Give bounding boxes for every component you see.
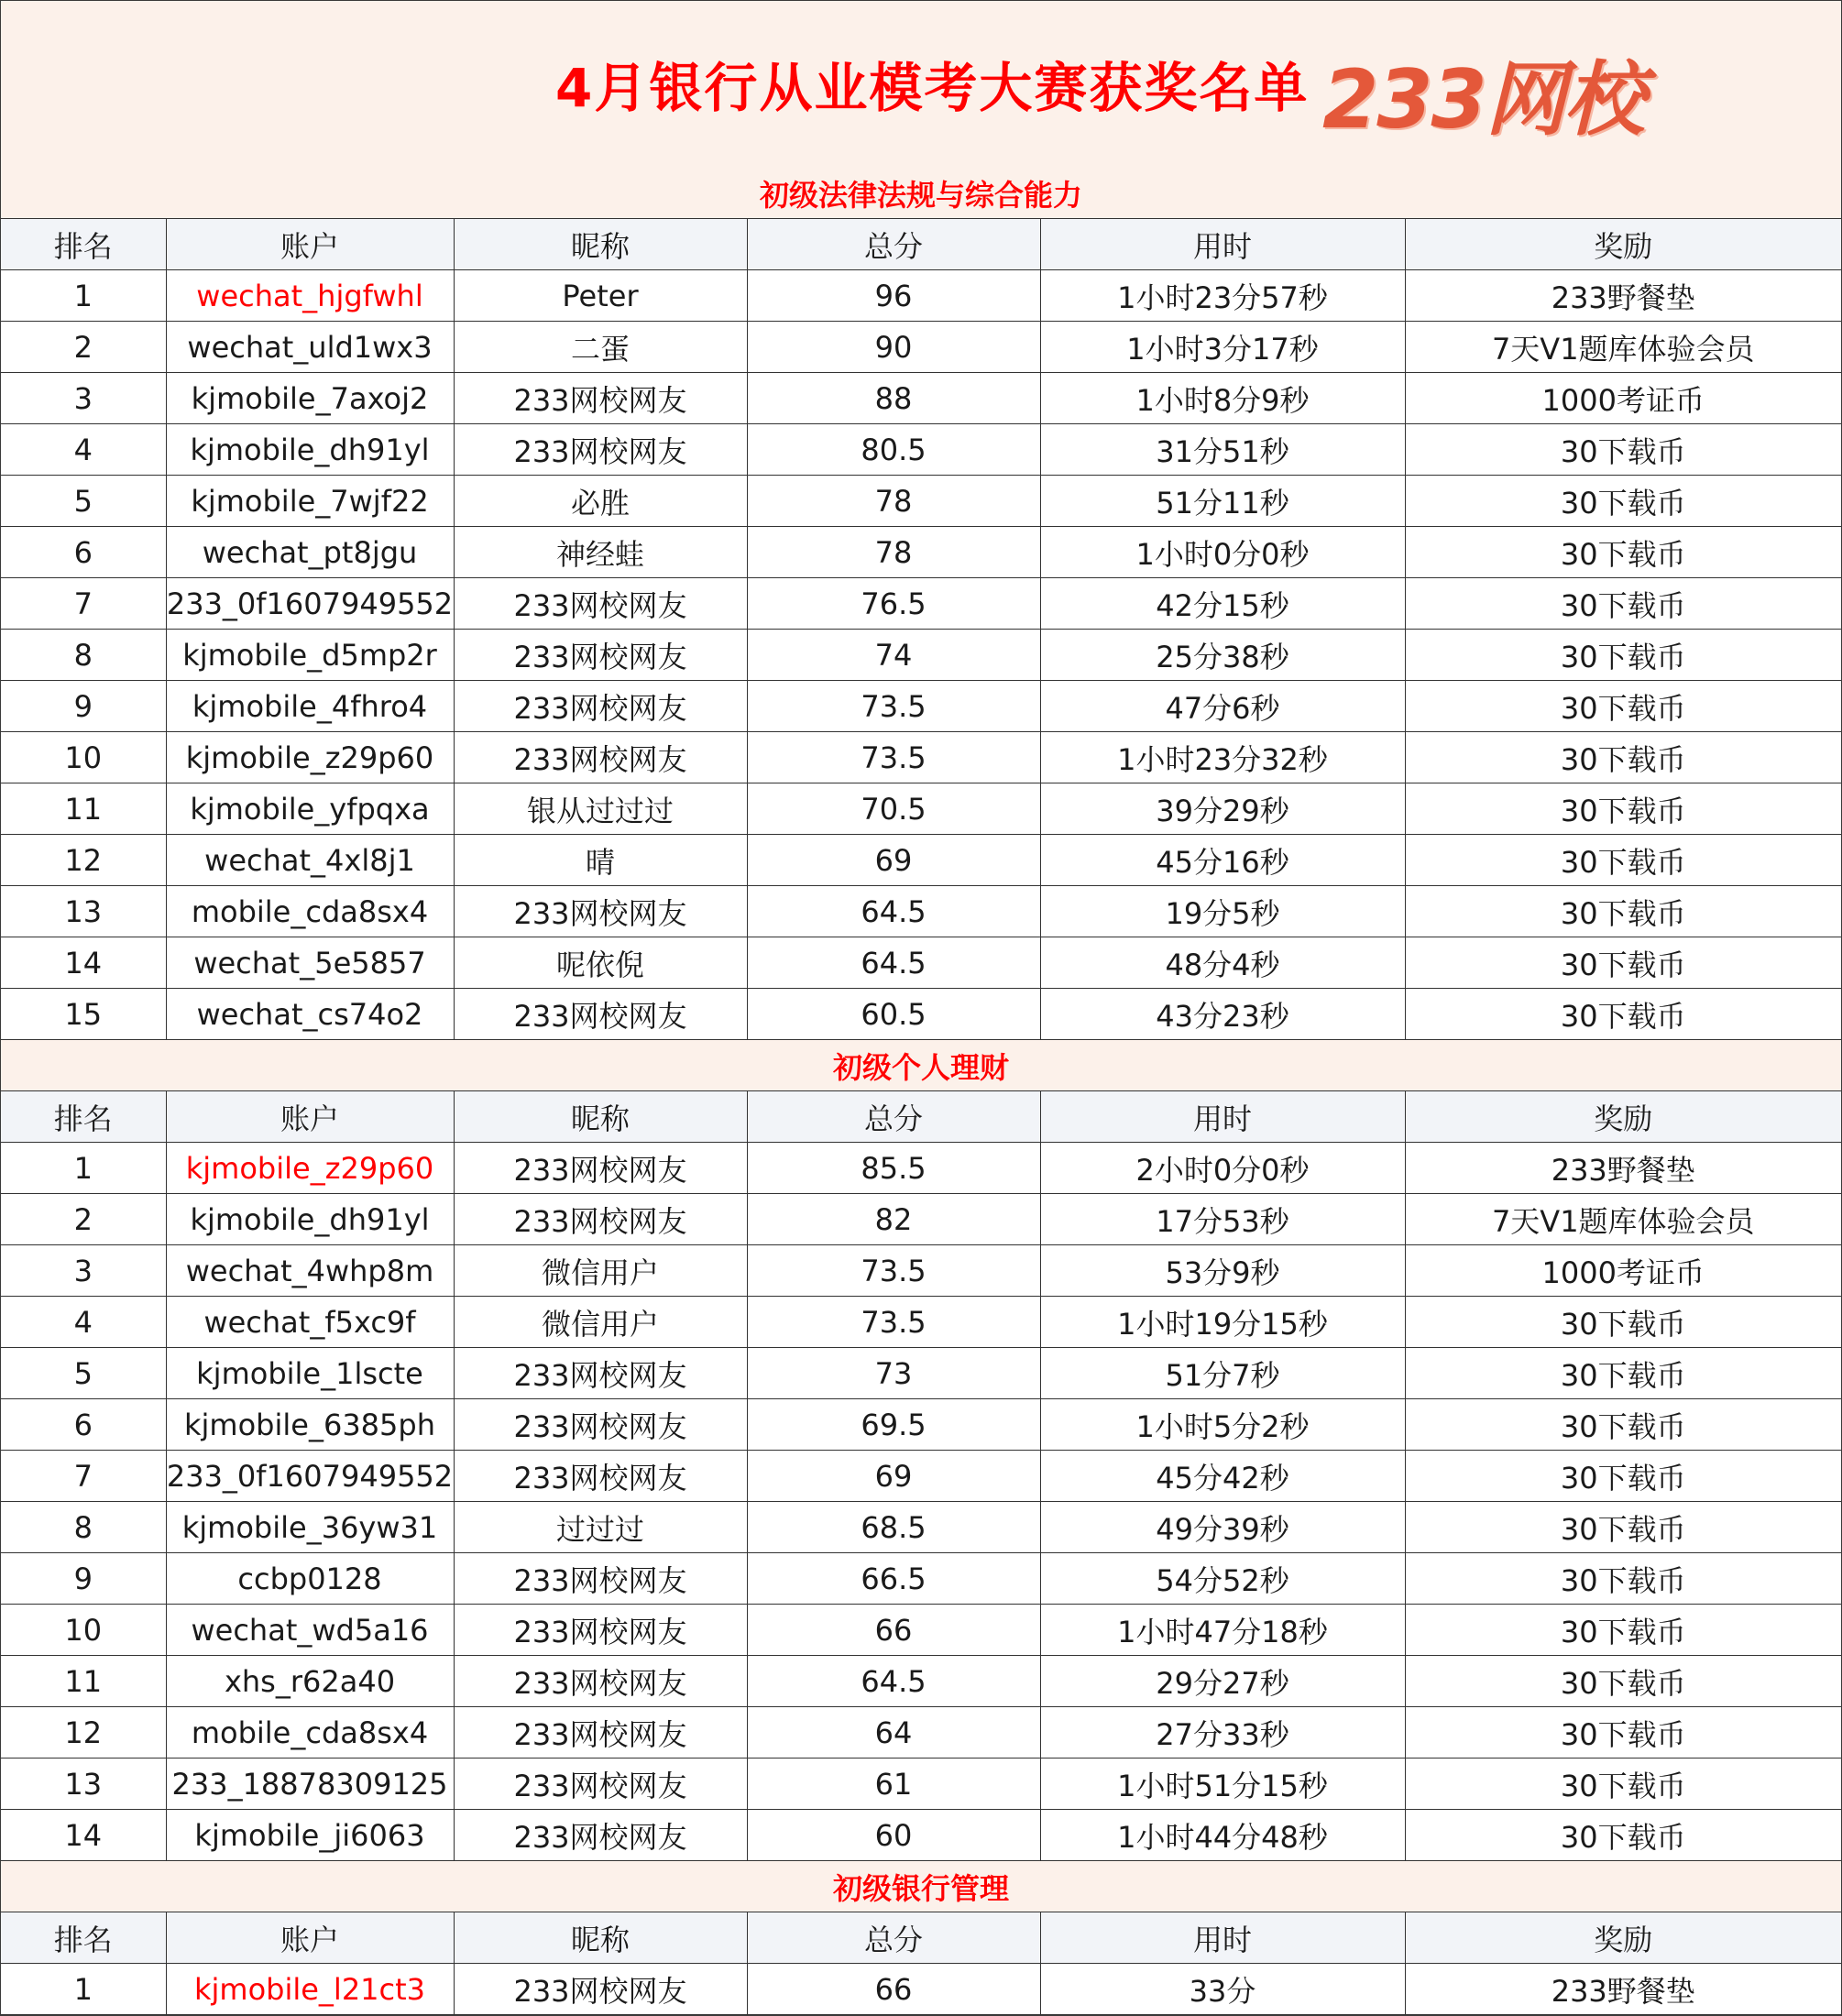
rank-cell: 3 xyxy=(1,373,166,424)
reward-cell: 30下载币 xyxy=(1405,1451,1841,1502)
reward-cell: 30下载币 xyxy=(1405,835,1841,886)
score-cell: 76.5 xyxy=(747,578,1040,630)
nickname-cell: 二蛋 xyxy=(454,322,747,373)
nickname-cell: 233网校网友 xyxy=(454,1399,747,1451)
nickname-cell: 233网校网友 xyxy=(454,989,747,1040)
table-row xyxy=(1,1399,1841,1451)
time-cell: 39分29秒 xyxy=(1040,783,1405,835)
rank-cell: 2 xyxy=(1,1194,166,1245)
nickname-cell: 233网校网友 xyxy=(454,1143,747,1194)
reward-cell: 30下载币 xyxy=(1405,1656,1841,1707)
rank-cell: 14 xyxy=(1,1810,166,1861)
score-cell: 69 xyxy=(747,1451,1040,1502)
nickname-cell: 233网校网友 xyxy=(454,681,747,732)
table-row xyxy=(1,732,1841,783)
score-cell: 69.5 xyxy=(747,1399,1040,1451)
table-row xyxy=(1,630,1841,681)
account-cell: kjmobile_yfpqxa xyxy=(166,783,454,835)
rank-cell: 8 xyxy=(1,630,166,681)
section-title-text: 初级银行管理 xyxy=(832,1870,1009,1906)
table-row xyxy=(1,1656,1841,1707)
section-title-2 xyxy=(1,1861,1841,1912)
score-cell: 64.5 xyxy=(747,1656,1040,1707)
column-header: 奖励 xyxy=(1405,1091,1841,1143)
reward-cell: 30下载币 xyxy=(1405,476,1841,527)
reward-cell: 30下载币 xyxy=(1405,1399,1841,1451)
rank-cell: 9 xyxy=(1,681,166,732)
column-header: 排名 xyxy=(1,219,166,270)
time-cell: 27分33秒 xyxy=(1040,1707,1405,1759)
score-cell: 64 xyxy=(747,1707,1040,1759)
column-header: 账户 xyxy=(166,1912,454,1964)
nickname-cell: 233网校网友 xyxy=(454,373,747,424)
table-header-row xyxy=(1,1091,1841,1143)
time-cell: 1小时0分0秒 xyxy=(1040,527,1405,578)
time-cell: 47分6秒 xyxy=(1040,681,1405,732)
page-header xyxy=(1,1,1841,170)
table-row xyxy=(1,322,1841,373)
account-cell: wechat_uld1wx3 xyxy=(166,322,454,373)
account-cell: ccbp0128 xyxy=(166,1553,454,1605)
table-row xyxy=(1,1605,1841,1656)
account-cell: 233_0f1607949552 xyxy=(166,578,454,630)
column-header: 账户 xyxy=(166,1091,454,1143)
score-cell: 73 xyxy=(747,1348,1040,1399)
account-cell: wechat_hjgfwhl xyxy=(166,270,454,322)
reward-cell: 7天V1题库体验会员 xyxy=(1405,322,1841,373)
reward-cell: 30下载币 xyxy=(1405,1297,1841,1348)
account-cell: kjmobile_1lscte xyxy=(166,1348,454,1399)
rank-cell: 4 xyxy=(1,424,166,476)
table-header-row xyxy=(1,1912,1841,1964)
time-cell: 45分16秒 xyxy=(1040,835,1405,886)
table-header-row xyxy=(1,219,1841,270)
reward-cell: 30下载币 xyxy=(1405,783,1841,835)
score-cell: 66 xyxy=(747,1605,1040,1656)
account-cell: kjmobile_dh91yl xyxy=(166,424,454,476)
table-row xyxy=(1,1964,1841,2015)
time-cell: 31分51秒 xyxy=(1040,424,1405,476)
nickname-cell: 神经蛙 xyxy=(454,527,747,578)
score-cell: 64.5 xyxy=(747,937,1040,989)
column-header: 排名 xyxy=(1,1091,166,1143)
nickname-cell: 必胜 xyxy=(454,476,747,527)
rank-cell: 1 xyxy=(1,1143,166,1194)
score-cell: 78 xyxy=(747,527,1040,578)
rank-cell: 13 xyxy=(1,1759,166,1810)
rank-cell: 8 xyxy=(1,1502,166,1553)
reward-cell: 30下载币 xyxy=(1405,1605,1841,1656)
score-cell: 82 xyxy=(747,1194,1040,1245)
time-cell: 45分42秒 xyxy=(1040,1451,1405,1502)
reward-cell: 30下载币 xyxy=(1405,937,1841,989)
account-cell: wechat_4xl8j1 xyxy=(166,835,454,886)
time-cell: 1小时23分57秒 xyxy=(1040,270,1405,322)
account-cell: kjmobile_d5mp2r xyxy=(166,630,454,681)
time-cell: 51分7秒 xyxy=(1040,1348,1405,1399)
rank-cell: 3 xyxy=(1,1245,166,1297)
column-header: 昵称 xyxy=(454,1091,747,1143)
nickname-cell: 银从过过过 xyxy=(454,783,747,835)
column-header: 昵称 xyxy=(454,1912,747,1964)
table-row xyxy=(1,1143,1841,1194)
column-header: 奖励 xyxy=(1405,1912,1841,1964)
nickname-cell: 呢依倪 xyxy=(454,937,747,989)
account-cell: wechat_f5xc9f xyxy=(166,1297,454,1348)
reward-cell: 30下载币 xyxy=(1405,527,1841,578)
account-cell: wechat_cs74o2 xyxy=(166,989,454,1040)
rank-cell: 13 xyxy=(1,886,166,937)
rank-cell: 7 xyxy=(1,1451,166,1502)
column-header: 用时 xyxy=(1040,219,1405,270)
score-cell: 64.5 xyxy=(747,886,1040,937)
table-row xyxy=(1,1707,1841,1759)
account-cell: kjmobile_7wjf22 xyxy=(166,476,454,527)
reward-cell: 30下载币 xyxy=(1405,681,1841,732)
nickname-cell: 微信用户 xyxy=(454,1297,747,1348)
rank-cell: 1 xyxy=(1,1964,166,2015)
nickname-cell: 233网校网友 xyxy=(454,1451,747,1502)
time-cell: 1小时19分15秒 xyxy=(1040,1297,1405,1348)
score-cell: 69 xyxy=(747,835,1040,886)
time-cell: 1小时23分32秒 xyxy=(1040,732,1405,783)
nickname-cell: 233网校网友 xyxy=(454,1656,747,1707)
ranking-table-1 xyxy=(1,1091,1841,1861)
table-row xyxy=(1,1451,1841,1502)
brand-logo: 233网校 xyxy=(1322,52,1643,147)
table-row xyxy=(1,578,1841,630)
nickname-cell: 233网校网友 xyxy=(454,1759,747,1810)
rank-cell: 2 xyxy=(1,322,166,373)
time-cell: 29分27秒 xyxy=(1040,1656,1405,1707)
time-cell: 1小时8分9秒 xyxy=(1040,373,1405,424)
rank-cell: 4 xyxy=(1,1297,166,1348)
nickname-cell: 233网校网友 xyxy=(454,578,747,630)
table-row xyxy=(1,476,1841,527)
column-header: 总分 xyxy=(747,1912,1040,1964)
rank-cell: 11 xyxy=(1,1656,166,1707)
nickname-cell: 233网校网友 xyxy=(454,886,747,937)
account-cell: wechat_4whp8m xyxy=(166,1245,454,1297)
time-cell: 1小时51分15秒 xyxy=(1040,1759,1405,1810)
reward-cell: 30下载币 xyxy=(1405,578,1841,630)
time-cell: 48分4秒 xyxy=(1040,937,1405,989)
account-cell: kjmobile_z29p60 xyxy=(166,1143,454,1194)
table-row xyxy=(1,1502,1841,1553)
table-row xyxy=(1,424,1841,476)
score-cell: 60.5 xyxy=(747,989,1040,1040)
account-cell: wechat_5e5857 xyxy=(166,937,454,989)
score-cell: 88 xyxy=(747,373,1040,424)
reward-cell: 233野餐垫 xyxy=(1405,1143,1841,1194)
column-header: 昵称 xyxy=(454,219,747,270)
column-header: 账户 xyxy=(166,219,454,270)
reward-cell: 30下载币 xyxy=(1405,886,1841,937)
column-header: 排名 xyxy=(1,1912,166,1964)
nickname-cell: 233网校网友 xyxy=(454,1810,747,1861)
reward-cell: 30下载币 xyxy=(1405,1707,1841,1759)
score-cell: 66 xyxy=(747,1964,1040,2015)
nickname-cell: 晴 xyxy=(454,835,747,886)
account-cell: kjmobile_dh91yl xyxy=(166,1194,454,1245)
rank-cell: 11 xyxy=(1,783,166,835)
section-title-text: 初级法律法规与综合能力 xyxy=(759,177,1082,213)
score-cell: 78 xyxy=(747,476,1040,527)
rank-cell: 5 xyxy=(1,476,166,527)
reward-cell: 1000考证币 xyxy=(1405,1245,1841,1297)
column-header: 用时 xyxy=(1040,1091,1405,1143)
score-cell: 74 xyxy=(747,630,1040,681)
table-row xyxy=(1,1297,1841,1348)
column-header: 总分 xyxy=(747,219,1040,270)
table-row xyxy=(1,1194,1841,1245)
account-cell: 233_18878309125 xyxy=(166,1759,454,1810)
table-row xyxy=(1,1810,1841,1861)
nickname-cell: 233网校网友 xyxy=(454,1707,747,1759)
rank-cell: 10 xyxy=(1,1605,166,1656)
column-header: 总分 xyxy=(747,1091,1040,1143)
score-cell: 73.5 xyxy=(747,681,1040,732)
nickname-cell: Peter xyxy=(454,270,747,322)
score-cell: 66.5 xyxy=(747,1553,1040,1605)
time-cell: 1小时3分17秒 xyxy=(1040,322,1405,373)
nickname-cell: 微信用户 xyxy=(454,1245,747,1297)
account-cell: kjmobile_l21ct3 xyxy=(166,1964,454,2015)
rank-cell: 6 xyxy=(1,1399,166,1451)
table-row xyxy=(1,681,1841,732)
time-cell: 25分38秒 xyxy=(1040,630,1405,681)
nickname-cell: 233网校网友 xyxy=(454,1553,747,1605)
score-cell: 68.5 xyxy=(747,1502,1040,1553)
time-cell: 1小时5分2秒 xyxy=(1040,1399,1405,1451)
section-title-text: 初级个人理财 xyxy=(832,1049,1009,1085)
column-header: 用时 xyxy=(1040,1912,1405,1964)
nickname-cell: 233网校网友 xyxy=(454,1194,747,1245)
reward-cell: 233野餐垫 xyxy=(1405,270,1841,322)
rank-cell: 10 xyxy=(1,732,166,783)
account-cell: 233_0f1607949552 xyxy=(166,1451,454,1502)
score-cell: 96 xyxy=(747,270,1040,322)
time-cell: 53分9秒 xyxy=(1040,1245,1405,1297)
score-cell: 61 xyxy=(747,1759,1040,1810)
nickname-cell: 233网校网友 xyxy=(454,1964,747,2015)
account-cell: kjmobile_7axoj2 xyxy=(166,373,454,424)
reward-cell: 30下载币 xyxy=(1405,732,1841,783)
account-cell: kjmobile_36yw31 xyxy=(166,1502,454,1553)
account-cell: kjmobile_4fhro4 xyxy=(166,681,454,732)
time-cell: 17分53秒 xyxy=(1040,1194,1405,1245)
nickname-cell: 233网校网友 xyxy=(454,630,747,681)
reward-cell: 1000考证币 xyxy=(1405,373,1841,424)
time-cell: 1小时47分18秒 xyxy=(1040,1605,1405,1656)
score-cell: 85.5 xyxy=(747,1143,1040,1194)
reward-cell: 30下载币 xyxy=(1405,630,1841,681)
time-cell: 1小时44分48秒 xyxy=(1040,1810,1405,1861)
ranking-table-2 xyxy=(1,1912,1841,2015)
nickname-cell: 233网校网友 xyxy=(454,1348,747,1399)
rank-cell: 12 xyxy=(1,1707,166,1759)
section-title-0 xyxy=(1,168,1841,219)
table-row xyxy=(1,270,1841,322)
reward-cell: 233野餐垫 xyxy=(1405,1964,1841,2015)
column-header: 奖励 xyxy=(1405,219,1841,270)
rank-cell: 1 xyxy=(1,270,166,322)
rank-cell: 9 xyxy=(1,1553,166,1605)
table-row xyxy=(1,989,1841,1040)
rank-cell: 15 xyxy=(1,989,166,1040)
account-cell: wechat_wd5a16 xyxy=(166,1605,454,1656)
reward-cell: 30下载币 xyxy=(1405,1502,1841,1553)
reward-cell: 30下载币 xyxy=(1405,424,1841,476)
table-row xyxy=(1,1553,1841,1605)
reward-cell: 30下载币 xyxy=(1405,1348,1841,1399)
score-cell: 80.5 xyxy=(747,424,1040,476)
time-cell: 33分 xyxy=(1040,1964,1405,2015)
account-cell: kjmobile_6385ph xyxy=(166,1399,454,1451)
rank-cell: 7 xyxy=(1,578,166,630)
score-cell: 60 xyxy=(747,1810,1040,1861)
rank-cell: 12 xyxy=(1,835,166,886)
score-cell: 73.5 xyxy=(747,1297,1040,1348)
table-row xyxy=(1,527,1841,578)
nickname-cell: 过过过 xyxy=(454,1502,747,1553)
table-row xyxy=(1,937,1841,989)
reward-cell: 30下载币 xyxy=(1405,989,1841,1040)
table-row xyxy=(1,373,1841,424)
table-row xyxy=(1,1348,1841,1399)
table-row xyxy=(1,886,1841,937)
score-cell: 73.5 xyxy=(747,732,1040,783)
table-row xyxy=(1,1759,1841,1810)
time-cell: 42分15秒 xyxy=(1040,578,1405,630)
table-row xyxy=(1,783,1841,835)
section-title-1 xyxy=(1,1040,1841,1091)
time-cell: 54分52秒 xyxy=(1040,1553,1405,1605)
nickname-cell: 233网校网友 xyxy=(454,424,747,476)
time-cell: 51分11秒 xyxy=(1040,476,1405,527)
ranking-table-0 xyxy=(1,219,1841,1040)
reward-cell: 30下载币 xyxy=(1405,1553,1841,1605)
reward-cell: 30下载币 xyxy=(1405,1759,1841,1810)
account-cell: wechat_pt8jgu xyxy=(166,527,454,578)
score-cell: 73.5 xyxy=(747,1245,1040,1297)
table-row xyxy=(1,1245,1841,1297)
page-title: 4月银行从业模考大赛获奖名单 xyxy=(555,57,1310,119)
time-cell: 43分23秒 xyxy=(1040,989,1405,1040)
reward-cell: 30下载币 xyxy=(1405,1810,1841,1861)
rank-cell: 6 xyxy=(1,527,166,578)
nickname-cell: 233网校网友 xyxy=(454,732,747,783)
time-cell: 49分39秒 xyxy=(1040,1502,1405,1553)
account-cell: kjmobile_ji6063 xyxy=(166,1810,454,1861)
nickname-cell: 233网校网友 xyxy=(454,1605,747,1656)
account-cell: mobile_cda8sx4 xyxy=(166,1707,454,1759)
account-cell: kjmobile_z29p60 xyxy=(166,732,454,783)
account-cell: mobile_cda8sx4 xyxy=(166,886,454,937)
time-cell: 2小时0分0秒 xyxy=(1040,1143,1405,1194)
rank-cell: 14 xyxy=(1,937,166,989)
rank-cell: 5 xyxy=(1,1348,166,1399)
table-row xyxy=(1,835,1841,886)
reward-cell: 7天V1题库体验会员 xyxy=(1405,1194,1841,1245)
account-cell: xhs_r62a40 xyxy=(166,1656,454,1707)
score-cell: 70.5 xyxy=(747,783,1040,835)
score-cell: 90 xyxy=(747,322,1040,373)
time-cell: 19分5秒 xyxy=(1040,886,1405,937)
